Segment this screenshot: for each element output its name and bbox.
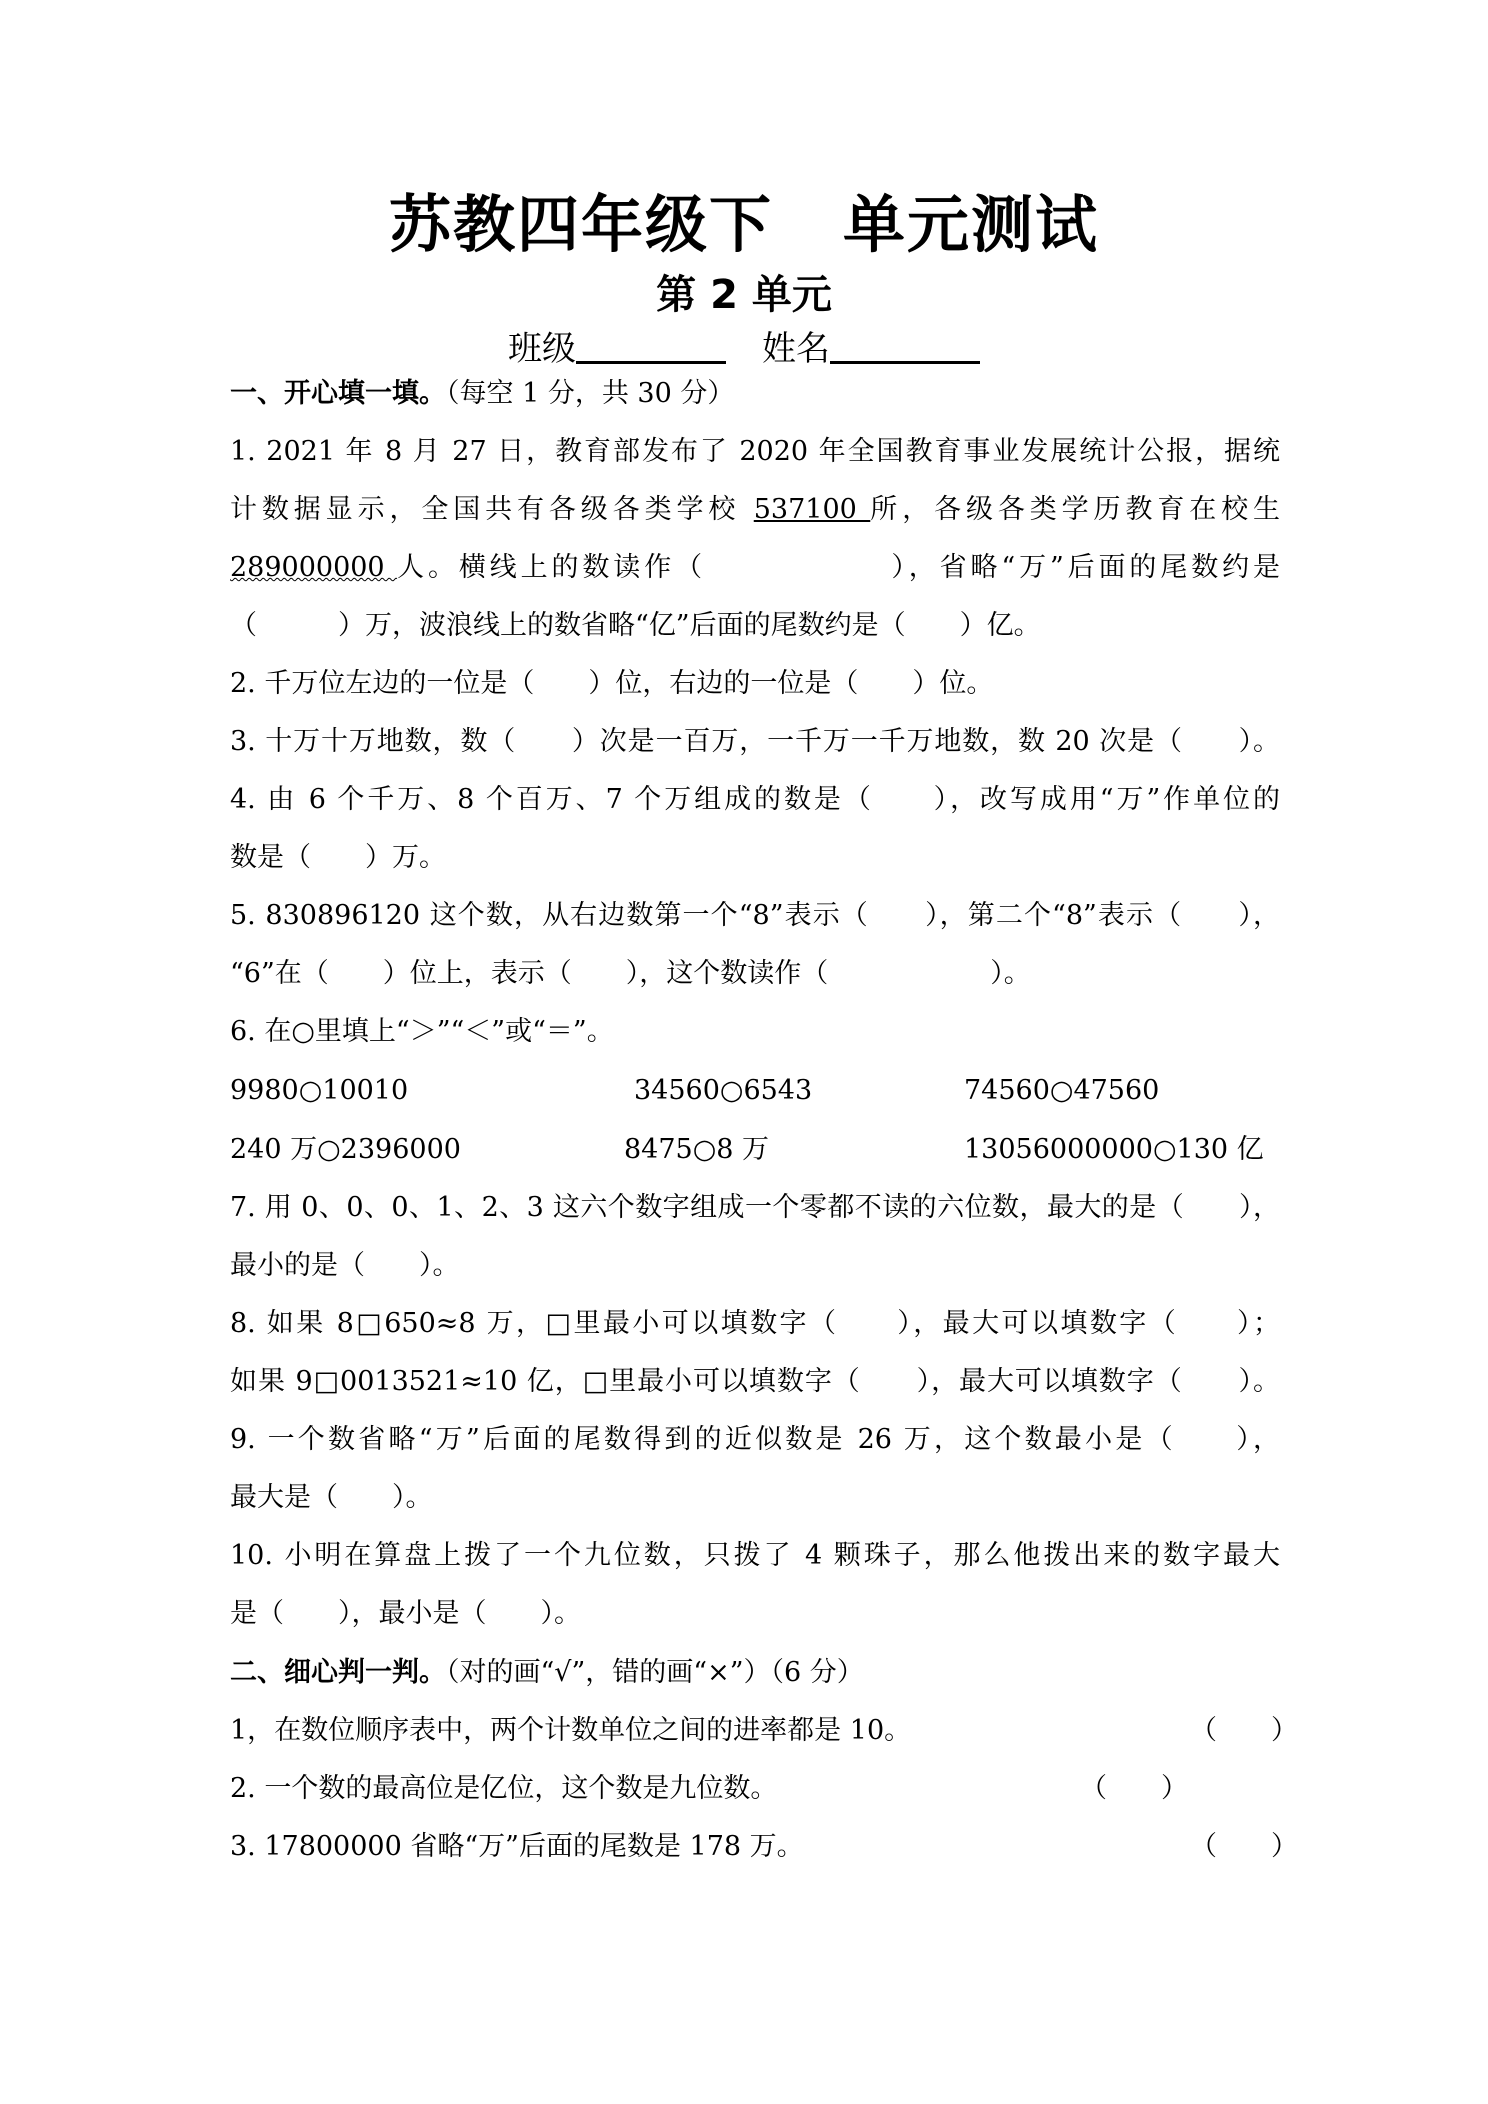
judge-answer-1[interactable]: （ ）	[1190, 1715, 1298, 1746]
q1-line2-text-a: 计数据显示，全国共有各级各类学校	[230, 494, 754, 525]
judge-item-2: 2. 一个数的最高位是亿位，这个数是九位数。	[230, 1773, 778, 1804]
q1-line3	[230, 548, 1280, 588]
q6-item: 240 万○2396000	[230, 1134, 461, 1165]
q1-line4: （ ）万，波浪线上的数省略“亿”后面的尾数约是（ ）亿。	[230, 610, 1041, 641]
q1-line2	[230, 490, 1280, 530]
q7-line1: 7. 用 0、0、0、1、2、3 这六个数字组成一个零都不读的六位数，最大的是（ ），	[230, 1192, 1280, 1223]
section2-title: 二、细心判一判。	[230, 1657, 446, 1688]
name-blank[interactable]	[830, 327, 980, 364]
q4-line2: 数是（ ）万。	[230, 842, 446, 873]
q4-line1: 4. 由 6 个千万、8 个百万、7 个万组成的数是（ ），改写成用“万”作单位的	[230, 784, 1280, 815]
q10-line2: 是（ ），最小是（ ）。	[230, 1598, 581, 1629]
q9-line1: 9. 一个数省略“万”后面的尾数得到的近似数是 26 万，这个数最小是（ ），	[230, 1424, 1280, 1455]
q6-item: 34560○6543	[634, 1075, 813, 1106]
title-left: 苏教四年级下	[388, 188, 773, 261]
q1-underlined-number: 537100	[753, 494, 871, 525]
judge-item-3: 3. 17800000 省略“万”后面的尾数是 178 万。	[230, 1831, 804, 1862]
title-right: 单元测试	[843, 188, 1100, 261]
q5-line1: 5. 830896120 这个数，从右边数第一个“8”表示（ ），第二个“8”表示（ ），	[230, 900, 1280, 931]
q6-item: 74560○47560	[964, 1075, 1160, 1106]
q2-line: 2. 千万位左边的一位是（ ）位，右边的一位是（ ）位。	[230, 668, 994, 699]
q6-instruction: 6. 在○里填上“＞”“＜”或“＝”。	[230, 1016, 614, 1047]
q6-item: 9980○10010	[230, 1075, 409, 1106]
q1-line2-text-b: 所，各级各类学历教育在校生	[870, 494, 1280, 525]
q5-line2: “6”在（ ）位上，表示（ ），这个数读作（ ）。	[230, 958, 1031, 989]
page-title	[0, 185, 1488, 265]
class-label: 班级	[508, 329, 576, 369]
q8-line1: 8. 如果 8□650≈8 万，□里最小可以填数字（ ），最大可以填数字（ ）；	[230, 1308, 1280, 1339]
section1-note: （每空 1 分，共 30 分）	[446, 378, 735, 409]
section2-note: （对的画“√”，错的画“×”）（6 分）	[446, 1657, 864, 1688]
judge-answer-2[interactable]: （ ）	[1080, 1773, 1188, 1804]
q10-line1: 10. 小明在算盘上拨了一个九位数，只拨了 4 颗珠子，那么他拨出来的数字最大	[230, 1540, 1280, 1571]
q6-item: 8475○8 万	[624, 1134, 770, 1165]
q1-line1: 1. 2021 年 8 月 27 日，教育部发布了 2020 年全国教育事业发展统计公报，据统	[230, 436, 1280, 467]
q3-line: 3. 十万十万地数，数（ ）次是一百万，一千万一千万地数，数 20 次是（ ）。	[230, 726, 1280, 757]
section2-heading	[230, 1653, 1280, 1693]
q7-line2: 最小的是（ ）。	[230, 1250, 460, 1281]
judge-answer-3[interactable]: （ ）	[1190, 1831, 1298, 1862]
q6-item: 13056000000○130 亿	[964, 1134, 1264, 1165]
q9-line2: 最大是（ ）。	[230, 1482, 433, 1513]
student-info-line	[0, 324, 1488, 374]
section1-title: 一、开心填一填。	[230, 378, 446, 409]
name-label: 姓名	[762, 329, 830, 369]
section1-heading	[230, 374, 1280, 414]
unit-subtitle: 第 2 单元	[656, 272, 832, 318]
judge-item-1: 1，在数位顺序表中，两个计数单位之间的进率都是 10。	[230, 1715, 912, 1746]
q8-line2: 如果 9□0013521≈10 亿，□里最小可以填数字（ ），最大可以填数字（ ）。	[230, 1366, 1280, 1397]
q1-wavy-number: 289000000	[230, 552, 398, 583]
class-blank[interactable]	[576, 327, 726, 364]
q1-line3-text: 人。横线上的数读作（ ），省略“万”后面的尾数约是	[397, 552, 1280, 583]
